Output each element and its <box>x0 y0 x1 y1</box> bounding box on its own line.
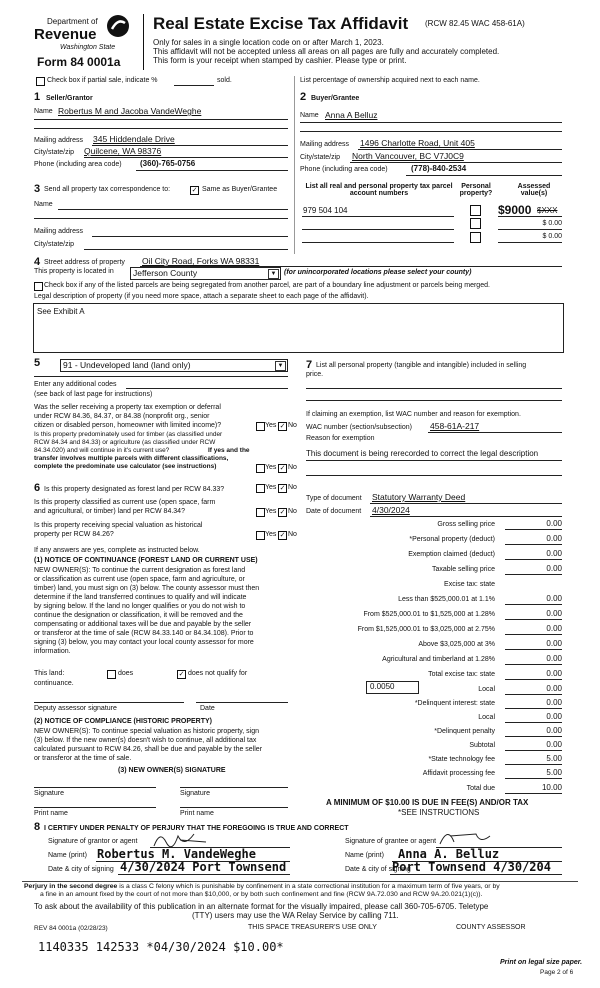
tax-row-value[interactable]: 0.00 <box>546 519 562 528</box>
tax-row-line <box>505 694 562 695</box>
tax-row-value[interactable]: 0.00 <box>546 639 562 648</box>
legal-description-value: See Exhibit A <box>37 307 85 316</box>
compliance-line: or transferor at the time of sale. <box>34 755 132 762</box>
tax-row-value[interactable]: 0.00 <box>546 534 562 543</box>
seller-name-label: Name <box>34 108 53 115</box>
corr-name-field[interactable] <box>58 209 288 210</box>
tax-row-value[interactable]: 0.00 <box>546 624 562 633</box>
tax-row-line <box>505 722 562 723</box>
parcel-line-3[interactable] <box>302 242 454 243</box>
deputy-date-label: Date <box>200 705 215 712</box>
grantee-name-label: Name (print) <box>345 852 384 859</box>
tax-row-value[interactable]: 0.00 <box>546 669 562 678</box>
parcel-line-1 <box>302 216 454 217</box>
legal-description-label: Legal description of property (if you need more space, attach a separate sheet to each page of the affidavit). <box>34 293 369 300</box>
section-6-number: 6 <box>34 482 41 494</box>
tax-row-line <box>505 574 562 575</box>
buyer-phone[interactable]: (778)-840-2534 <box>411 164 467 173</box>
timber-q-line6: complete the predominate use calculator (see instructions) <box>34 463 217 470</box>
section-7-number: 7 <box>306 359 313 371</box>
buyer-city-label: City/state/zip <box>300 154 341 161</box>
continuance-line: information. <box>34 648 71 655</box>
tax-row-value[interactable]: 10.00 <box>541 783 562 792</box>
print-name-label-2: Print name <box>180 810 214 817</box>
buyer-city[interactable]: North Vancouver, BC V7J0C9 <box>352 151 464 161</box>
same-as-buyer-checkbox[interactable]: ✓ <box>191 187 198 194</box>
assessed-value-2[interactable]: $ 0.00 <box>542 220 562 227</box>
segregated-label: Check box if any of the listed parcels are being segregated from another parcel, are part of a boundary line adjustment or parcels being merged. <box>44 282 490 289</box>
tax-row-value[interactable]: 5.00 <box>546 768 562 777</box>
tax-row-label: Local <box>478 686 495 693</box>
forest-yes-checkbox[interactable] <box>256 484 265 493</box>
seller-heading: Seller/Grantor <box>46 95 93 102</box>
signature-label-1: Signature <box>34 790 64 797</box>
corr-name-line-2 <box>34 218 288 219</box>
additional-codes-field[interactable] <box>126 388 288 389</box>
grantee-date-label: Date & city of signing <box>345 866 411 873</box>
local-rate-field[interactable] <box>366 681 419 694</box>
grantee-date-line <box>390 874 562 875</box>
tax-row-value[interactable]: 0.00 <box>546 684 562 693</box>
assessed-line-1 <box>498 216 562 217</box>
chevron-down-icon: ▼ <box>268 269 279 279</box>
buyer-name[interactable]: Anna A Belluz <box>325 110 378 120</box>
footer-rule <box>22 881 578 882</box>
new-owner-signature-field-2[interactable] <box>180 787 288 788</box>
corr-name-label: Name <box>34 201 53 208</box>
correspondence-label: Send all property tax correspondence to: <box>44 186 171 193</box>
tax-row-line <box>505 664 562 665</box>
dept-line3: Washington State <box>60 44 116 51</box>
continuance-line: determine if the land transferred continues to qualify and will indicate <box>34 594 247 601</box>
seller-mail[interactable]: 345 Hiddendale Drive <box>93 134 175 144</box>
grantor-date-line <box>118 874 290 875</box>
personal-property-label-1: List all personal property (tangible and intangible) included in selling <box>316 362 527 369</box>
historic-q-line2: property per RCW 84.26? <box>34 531 114 538</box>
assessed-value-3[interactable]: $ 0.00 <box>542 233 562 240</box>
grantee-sig-label: Signature of grantee or agent <box>345 838 437 845</box>
form-number: Form 84 0001a <box>37 55 121 69</box>
street-address[interactable]: Oil City Road, Forks WA 98331 <box>142 256 260 266</box>
buyer-name-line <box>300 122 562 123</box>
section-8-number: 8 <box>34 821 41 833</box>
historic-q-line1: Is this property receiving special valuation as historical <box>34 522 203 529</box>
buyer-name-line-2 <box>300 131 562 132</box>
corr-city-field[interactable] <box>84 249 288 250</box>
partial-sale-checkbox[interactable] <box>36 77 45 86</box>
seller-city-line <box>84 157 288 158</box>
grantor-print-name[interactable]: Robertus M. VandeWeghe <box>97 847 256 861</box>
reason-label: Reason for exemption <box>306 435 375 442</box>
continuance-line: or transferor at the time of sale (RCW 84.33.140 or 84.34.108). Prior to <box>34 630 254 637</box>
continuance-line: continue the designation or classification, it will be removed and the <box>34 612 243 619</box>
new-owner-print-field-2[interactable] <box>180 807 288 808</box>
personal-property-field-1[interactable] <box>306 388 562 389</box>
additional-codes-note: (see back of last page for instructions) <box>34 391 153 398</box>
reason-line-1 <box>306 460 562 461</box>
tax-row-value[interactable]: 5.00 <box>546 754 562 763</box>
exemption-q-line2: under RCW 84.36, 84.37, or 84.38 (nonprofit org., senior <box>34 413 210 420</box>
perjury-line-1 <box>24 883 500 890</box>
tax-row-line <box>505 529 562 530</box>
chevron-down-icon: ▼ <box>275 361 286 371</box>
wac-label: WAC number (section/subsection) <box>306 424 412 431</box>
column-divider <box>294 76 295 254</box>
perjury-bold: Perjury in the second degree <box>24 883 118 890</box>
continuance-heading: (1) NOTICE OF CONTINUANCE (FOREST LAND OR CURRENT USE) <box>34 557 258 564</box>
tax-row-label: *Delinquent penalty <box>434 728 495 735</box>
tax-row-label: Total excise tax: state <box>428 671 495 678</box>
exemption-claim-label: If claiming an exemption, list WAC number and reason for exemption. <box>306 411 521 418</box>
certify-statement: I CERTIFY UNDER PENALTY OF PERJURY THAT THE FOREGOING IS TRUE AND CORRECT <box>44 825 349 832</box>
deputy-date-field[interactable] <box>196 702 288 703</box>
assessed-value-1-printed: $XXX <box>537 206 558 215</box>
county-note: (for unincorporated locations please select your county) <box>284 269 472 276</box>
grantor-date-city[interactable]: 4/30/2024 Port Townsend <box>120 860 287 874</box>
does-not-label: does not qualify for <box>188 670 248 677</box>
tax-row-label: Total due <box>466 785 495 792</box>
form-title: Real Estate Excise Tax Affidavit <box>153 14 409 33</box>
historic-yes-checkbox[interactable] <box>256 531 265 540</box>
timber-q-line2: RCW 84.34 and 84.33) or agriculture (as classified under RCW <box>34 439 216 446</box>
page-number: Page 2 of 6 <box>540 969 574 976</box>
corr-mail-field[interactable] <box>92 236 288 237</box>
wac-number[interactable]: 458-61A-217 <box>430 421 480 431</box>
tax-row-value[interactable]: 0.00 <box>546 594 562 603</box>
exemption-q-line1: Was the seller receiving a property tax exemption or deferral <box>34 404 221 411</box>
tax-row-label: From $525,000.01 to $1,525,000 at 1.28% <box>363 611 495 618</box>
grantee-date-city[interactable]: Port Townsend 4/30/204 <box>392 860 551 874</box>
treasurer-use: THIS SPACE TREASURER'S USE ONLY <box>248 924 377 931</box>
historic-yes-label: Yes <box>265 531 277 538</box>
timber-yes-checkbox[interactable] <box>256 464 265 473</box>
parcel-number-1[interactable]: 979 504 104 <box>303 206 348 215</box>
grantee-signature-mark <box>436 826 496 848</box>
seller-name-line-2 <box>34 128 288 129</box>
section-2-number: 2 <box>300 91 307 103</box>
partial-sale-label: Check box if partial sale, indicate % <box>47 77 158 84</box>
tax-row-label: *Personal property (deduct) <box>409 536 495 543</box>
forest-land-q: Is this property designated as forest land per RCW 84.33? <box>44 486 225 493</box>
compliance-line: calculated pursuant to RCW 84.26, shall be due and payable by the seller <box>34 746 263 753</box>
exemption-no-checkbox[interactable]: ✓ <box>279 423 286 430</box>
buyer-heading: Buyer/Grantee <box>311 95 360 102</box>
perjury-line-2: a fine in an amount fixed by the court of not more than $10,000, or by both such confinement and fine (RCW 9A.72.030 and RCW 9A.20.021(1)(c)). <box>40 891 483 898</box>
seller-mail-label: Mailing address <box>34 137 84 144</box>
tax-row-value[interactable]: 0.00 <box>546 712 562 721</box>
doc-type-line <box>370 503 562 504</box>
buyer-mail[interactable]: 1496 Charlotte Road, Unit 405 <box>360 138 475 148</box>
personal-property-checkbox-1[interactable] <box>470 205 481 216</box>
tax-row-label: Agricultural and timberland at 1.28% <box>382 656 495 663</box>
continuance-line: by signing below. If the land no longer qualifies or you do not wish to <box>34 603 246 610</box>
does-not-qualify-checkbox[interactable]: ✓ <box>178 671 185 678</box>
parcel-line-2[interactable] <box>302 229 454 230</box>
county-select[interactable] <box>130 267 281 280</box>
tax-row-line <box>505 778 562 779</box>
grantee-print-name[interactable]: Anna A. Belluz <box>398 847 500 861</box>
tax-row-label: Local <box>478 714 495 721</box>
timber-q-line5: transfer involves multiple parcels with different classifications, <box>34 455 229 462</box>
see-instructions: *SEE INSTRUCTIONS <box>398 808 480 817</box>
wac-line <box>428 432 562 433</box>
exemption-q-line3: citizen or disabled person, homeowner with limited income)? <box>34 422 222 429</box>
reason-line-2 <box>306 475 562 476</box>
tax-row-value[interactable]: 0.00 <box>546 726 562 735</box>
corr-mail-label: Mailing address <box>34 228 84 235</box>
timber-q-line4: If yes and the <box>208 447 250 454</box>
legal-description-field[interactable] <box>33 303 564 353</box>
new-owner-print-field-1[interactable] <box>34 807 156 808</box>
current-use-q-line1: Is this property classified as current use (open space, farm <box>34 499 216 506</box>
exemption-reason[interactable]: This document is being rerecorded to correct the legal description <box>306 449 539 458</box>
tax-row-label: *Delinquent interest: state <box>414 700 495 707</box>
subtitle-3: This form is your receipt when stamped by cashier. Please type or print. <box>153 56 407 65</box>
corr-city-label: City/state/zip <box>34 241 75 248</box>
personal-property-field-2[interactable] <box>306 400 562 401</box>
county-select-value: Jefferson County <box>133 268 198 278</box>
forest-no-checkbox[interactable]: ✓ <box>279 485 286 492</box>
dept-line1: Department of <box>47 17 98 26</box>
seller-name-line <box>34 119 288 120</box>
print-legal-note: Print on legal size paper. <box>500 959 583 966</box>
timber-q-line1: Is this property predominately used for timber (as classified under <box>34 431 223 438</box>
this-land-label: This land: <box>34 670 65 677</box>
local-rate-value: 0.0050 <box>370 682 395 691</box>
continuance-line: signing (3) below, you may contact your local county assessor for more <box>34 639 254 646</box>
tax-row-label: *State technology fee <box>428 756 495 763</box>
street-label: Street address of property <box>44 259 125 266</box>
tax-row-line <box>505 559 562 560</box>
minimum-note: A MINIMUM OF $10.00 IS DUE IN FEE(S) AND/OR TAX <box>326 798 529 807</box>
tax-row-value[interactable]: 0.00 <box>546 549 562 558</box>
tax-row-label: Taxable selling price <box>431 566 495 573</box>
tax-row-label: Affidavit processing fee <box>422 770 495 777</box>
buyer-phone-label: Phone (including area code) <box>300 166 388 173</box>
continuance-line: timber) land, you must sign on (3) below. The county assessor must then <box>34 585 260 592</box>
alt-format-line-1: To ask about the availability of this publication in an alternate format for the visually impaired, please call 360-705-6705. Teletype <box>34 902 489 911</box>
partial-sale-percent-field[interactable] <box>174 85 214 86</box>
county-label: This property is located in <box>34 268 114 275</box>
continuance-line: compensating or additional taxes will be due and payable by the seller <box>34 621 252 628</box>
tax-row-label: Exemption claimed (deduct) <box>408 551 495 558</box>
compliance-line: (3) below. If the new owner(s) doesn't wish to continue, all additional tax <box>34 737 257 744</box>
header-divider <box>143 14 144 70</box>
tax-row-label: Above $3,025,000 at 3% <box>418 641 495 648</box>
tax-row-value[interactable]: 0.00 <box>546 564 562 573</box>
buyer-mail-label: Mailing address <box>300 141 350 148</box>
historic-no-checkbox[interactable]: ✓ <box>279 532 286 539</box>
exemption-yes-checkbox[interactable] <box>256 422 265 431</box>
tax-row-value[interactable]: 0.00 <box>546 740 562 749</box>
assessed-value-col-header: Assessed value(s) <box>517 183 551 197</box>
forest-no-label: No <box>288 484 297 491</box>
tax-row-label: From $1,525,000.01 to $3,025,000 at 2.75% <box>357 626 495 633</box>
does-label: does <box>118 670 134 677</box>
tax-row-line <box>505 604 562 605</box>
current-use-no-label: No <box>288 508 297 515</box>
section-3-number: 3 <box>34 183 41 195</box>
seller-city[interactable]: Quilcene, WA 98376 <box>84 146 162 156</box>
tax-row-label: Gross selling price <box>437 521 495 528</box>
seller-phone[interactable]: (360)-765-0756 <box>140 159 196 168</box>
seller-city-label: City/state/zip <box>34 149 75 156</box>
statute-reference: (RCW 82.45 WAC 458-61A) <box>425 19 525 28</box>
doc-type[interactable]: Statutory Warranty Deed <box>372 492 466 502</box>
doc-date-line <box>370 516 562 517</box>
answers-note: If any answers are yes, complete as instructed below. <box>34 547 200 554</box>
historic-no-label: No <box>288 531 297 538</box>
does-qualify-checkbox[interactable] <box>107 670 116 679</box>
tax-row-line <box>505 679 562 680</box>
partial-sale-sold: sold. <box>217 77 232 84</box>
compliance-line: NEW OWNER(S): To continue special valuation as historic property, sign <box>34 728 259 735</box>
county-assessor: COUNTY ASSESSOR <box>456 924 526 931</box>
dor-logo-icon <box>106 14 130 38</box>
rev-number: REV 84 0001a (02/28/23) <box>34 925 108 932</box>
grantor-sig-label: Signature of grantor or agent <box>48 838 138 845</box>
additional-codes-label: Enter any additional codes <box>34 381 117 388</box>
deputy-signature-field[interactable] <box>34 702 184 703</box>
current-use-yes-checkbox[interactable] <box>256 508 265 517</box>
exemption-no-label: No <box>288 422 297 429</box>
grantor-date-label: Date & city of signing <box>48 866 114 873</box>
doc-type-label: Type of document <box>306 495 362 502</box>
grantor-name-label: Name (print) <box>48 852 87 859</box>
dept-logo-text: Revenue <box>34 26 97 43</box>
timber-no-label: No <box>288 464 297 471</box>
tax-row-value[interactable]: 0.00 <box>546 698 562 707</box>
deputy-signature-label: Deputy assessor signature <box>34 705 117 712</box>
buyer-city-line <box>350 162 562 163</box>
subtitle-1: Only for sales in a single location code on or after March 1, 2023. <box>153 38 384 47</box>
tax-row-label: Less than $525,000.01 at 1.1% <box>398 596 495 603</box>
section-1-number: 1 <box>34 91 41 103</box>
signature-label-2: Signature <box>180 790 210 797</box>
tax-row-line <box>505 736 562 737</box>
assessed-value-1[interactable]: $9000 <box>498 203 532 217</box>
tax-row-line <box>505 793 562 794</box>
land-use-code-select[interactable] <box>60 359 288 372</box>
seller-phone-label: Phone (including area code) <box>34 161 122 168</box>
tax-row-value[interactable]: 0.00 <box>546 609 562 618</box>
buyer-mail-line <box>358 149 562 150</box>
continuance-line: NEW OWNER(S): To continue the current designation as forest land <box>34 567 246 574</box>
current-use-yes-label: Yes <box>265 508 277 515</box>
current-use-q-line2: and agricultural, or timber) land per RCW 84.34? <box>34 508 185 515</box>
parcels-col-header: List all real and personal property tax parcel account numbers <box>305 183 453 197</box>
ownership-note: List percentage of ownership acquired next to each name. <box>300 77 480 84</box>
current-use-no-checkbox[interactable]: ✓ <box>279 509 286 516</box>
seller-phone-line <box>136 170 288 171</box>
seller-name[interactable]: Robertus M and Jacoba VandeWeghe <box>58 106 202 116</box>
personal-property-col-header: Personal property? <box>459 183 493 197</box>
segregated-checkbox[interactable] <box>34 282 43 291</box>
continuance-line: or classification as current use (open space, farm and agriculture, or <box>34 576 245 583</box>
doc-date-label: Date of document <box>306 508 362 515</box>
timber-no-checkbox[interactable]: ✓ <box>279 465 286 472</box>
tax-row-line <box>505 750 562 751</box>
tax-row-line <box>505 649 562 650</box>
tax-row-line <box>505 634 562 635</box>
buyer-name-label: Name <box>300 112 319 119</box>
use-code-line <box>34 376 288 377</box>
buyer-phone-line <box>406 175 562 176</box>
continuance-label: continuance. <box>34 680 74 687</box>
section-5-number: 5 <box>34 357 41 369</box>
tax-row-label: Subtotal <box>469 742 495 749</box>
alt-format-line-2: (TTY) users may use the WA Relay Service by calling 711. <box>192 911 399 920</box>
tax-row-line <box>505 708 562 709</box>
compliance-heading: (2) NOTICE OF COMPLIANCE (HISTORIC PROPERTY) <box>34 718 212 725</box>
tax-row-label: Excise tax: state <box>444 581 495 588</box>
assessed-line-3 <box>498 242 562 243</box>
personal-property-checkbox-3[interactable] <box>470 232 481 243</box>
land-use-code-value: 91 - Undeveloped land (land only) <box>63 360 191 370</box>
treasurer-stamp: 1140335 142533 *04/30/2024 $10.00* <box>38 940 284 954</box>
assessed-line-2 <box>498 229 562 230</box>
section-4-number: 4 <box>34 256 41 268</box>
personal-property-label-2: price. <box>306 371 324 378</box>
personal-property-checkbox-2[interactable] <box>470 218 481 229</box>
tax-row-line <box>505 544 562 545</box>
same-as-buyer-label: Same as Buyer/Grantee <box>202 186 278 193</box>
exemption-yes-label: Yes <box>265 422 277 429</box>
doc-date[interactable]: 4/30/2024 <box>372 505 410 515</box>
tax-row-line <box>505 619 562 620</box>
subtitle-2: This affidavit will not be accepted unless all areas on all pages are fully and accurately completed. <box>153 47 500 56</box>
timber-yes-label: Yes <box>265 464 277 471</box>
perjury-text: is a class C felony which is punishable by confinement in a state correctional institution for a maximum term of five years, or by <box>119 883 500 890</box>
tax-row-line <box>505 764 562 765</box>
new-owner-signature-heading: (3) NEW OWNER(S) SIGNATURE <box>118 767 226 774</box>
new-owner-signature-field-1[interactable] <box>34 787 156 788</box>
print-name-label-1: Print name <box>34 810 68 817</box>
timber-q-line3: 84.34.020) and will continue in it's current use? <box>34 447 170 454</box>
forest-yes-label: Yes <box>265 484 277 491</box>
tax-row-value[interactable]: 0.00 <box>546 654 562 663</box>
